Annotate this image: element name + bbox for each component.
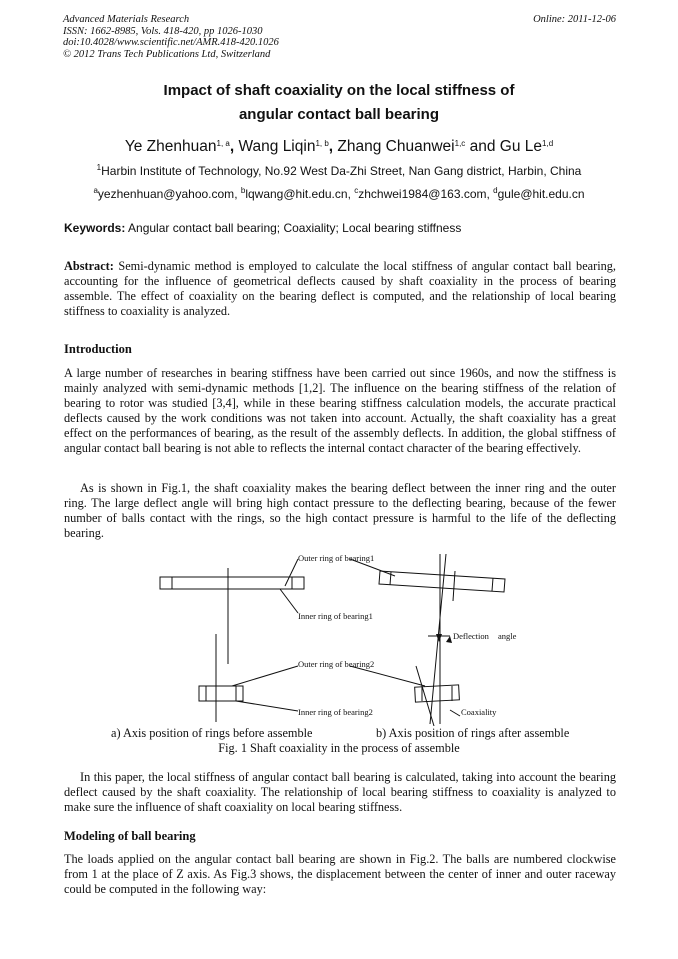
journal-name: Advanced Materials Research xyxy=(63,14,190,25)
online-date: Online: 2011-12-06 xyxy=(533,14,616,25)
email-sup: d xyxy=(493,186,498,195)
abstract-label: Abstract: xyxy=(64,259,114,273)
author-name: Ye Zhenhuan xyxy=(124,138,217,155)
journal-issn: ISSN: 1662-8985, Vols. 418-420, pp 1026-1030 xyxy=(63,25,263,37)
affiliation-sup: 1 xyxy=(96,163,102,172)
author-sup: 1, b xyxy=(315,139,329,148)
author-sup: 1, a xyxy=(216,139,230,148)
intro-paragraph-1: A large number of researches in bearing stiffness have been carried out since 1960s, and now the stiffness is mainly analyzed with semi-dynamic methods [1,2]. The influence on the bearing stiffness of the relation of bearing to rotor was studied [3,4], while in these bearing stiffness calculation models, the accurate practical deflects caused by the work conditions was not taken into account. Actually, the shaft coaxiality has a great effect on the performances of bearing, as the result of the assembly deflects. In addition, the global stiffness of angular contact ball bearing is not able to reflects the internal contact character of the bearing effectively. xyxy=(64,366,616,456)
intro-paragraph-3: In this paper, the local stiffness of angular contact ball bearing is calculated, taking into account the bearing deflect caused by the shaft coaxiality. The relationship of local bearing stiffness to coaxiality is analyzed to make sure the influence of shaft coaxiality on local bearing stiffness. xyxy=(64,770,616,815)
figure-caption: Fig. 1 Shaft coaxiality in the process of assemble xyxy=(218,741,460,755)
author-name: Wang Liqin xyxy=(238,138,316,155)
section-heading-introduction: Introduction xyxy=(64,342,132,356)
label-deflection: Deflection xyxy=(453,631,489,641)
paper-title-line2: angular contact ball bearing xyxy=(238,106,440,123)
keywords-text: Angular contact ball bearing; Coaxiality; Local bearing stiffness xyxy=(128,221,462,235)
keywords-label: Keywords: xyxy=(64,221,126,235)
modeling-paragraph-1: The loads applied on the angular contact ball bearing are shown in Fig.2. The balls are numbered clockwise from 1 at the place of Z axis. As Fig.3 shows, the displacement between the center of inner and outer raceway could be computed in the following way: xyxy=(64,852,616,897)
deflection-arrow-icon xyxy=(436,634,442,642)
label-outer-ring-bearing2: Outer ring of bearing2 xyxy=(298,659,375,669)
email-sup: a xyxy=(93,186,98,195)
outer-ring-bearing1-b xyxy=(379,571,505,592)
affiliation-text: Harbin Institute of Technology, No.92 West Da-Zhi Street, Nan Gang district, Harbin, China xyxy=(101,164,582,178)
author-name: Gu Le xyxy=(499,138,543,155)
author-sup: 1,d xyxy=(542,139,554,148)
figure-caption-a: a) Axis position of rings before assemble xyxy=(111,726,313,740)
journal-doi: doi:10.4028/www.scientific.net/AMR.418-420.1026 xyxy=(63,37,279,48)
label-angle: angle xyxy=(498,631,517,641)
label-coaxiality: Coaxiality xyxy=(461,707,497,717)
journal-copyright: © 2012 Trans Tech Publications Ltd, Switzerland xyxy=(63,48,271,60)
journal-header xyxy=(63,14,616,60)
email-list: $^a$yezhenhuan@yahoo.com, $^b$lqwang@hit.edu.cn, $^c$zhchwei1984@163.com, $^d$gule@hit.edu.cn xyxy=(93,186,585,201)
affiliation xyxy=(0,164,678,178)
figure-caption-b: b) Axis position of rings after assemble xyxy=(376,726,570,740)
section-heading-modeling: Modeling of ball bearing xyxy=(64,829,196,843)
keywords xyxy=(64,221,616,235)
abstract xyxy=(64,259,616,319)
bearing2-b xyxy=(415,685,460,702)
email-sup: c xyxy=(354,186,359,195)
outer-ring-bearing1-a xyxy=(160,577,304,589)
email-link[interactable]: yezhenhuan@yahoo.com xyxy=(97,187,235,201)
email-link[interactable]: zhchwei1984@163.com xyxy=(358,187,487,201)
label-outer-ring-bearing1: Outer ring of bearing1 xyxy=(298,553,375,563)
figure-1 xyxy=(150,546,530,726)
abstract-text: Semi-dynamic method is employed to calculate the local stiffness of angular contact ball bearing, accounting for the influence of geometrical deflects caused by shaft coaxiality in the process of bearing assemble. The effect of coaxiality on the bearing deflect is computed, and the relationship of local bearing stiffness to coaxiality is analyzed. xyxy=(64,259,617,319)
author-sup: 1,c xyxy=(454,139,466,148)
intro-paragraph-2: As is shown in Fig.1, the shaft coaxiality makes the bearing deflect between the inner ring and the outer ring. The large deflect angle will bring high contact pressure to the deflecting bearing, because of the fewer number of balls contact with the rings, so the high contact pressure is harmful to the life of the deflecting bearing. xyxy=(64,481,616,541)
paper-title-line1: Impact of shaft coaxiality on the local stiffness of xyxy=(163,82,515,99)
email-sup: b xyxy=(240,186,246,195)
deflection-arrow-icon xyxy=(446,636,452,643)
email-link[interactable]: lqwang@hit.edu.cn xyxy=(245,187,348,201)
label-inner-ring-bearing1: Inner ring of bearing1 xyxy=(298,611,373,621)
label-inner-ring-bearing2: Inner ring of bearing2 xyxy=(298,707,373,717)
email-link[interactable]: gule@hit.edu.cn xyxy=(497,187,585,201)
author-name: Zhang Chuanwei xyxy=(337,138,455,155)
author-list: Ye Zhenhuan$^{1, a}$, Wang Liqin$^{1, b}$, Zhang Chuanwei$^{1,c}$ and Gu Le$^{1,d}$ xyxy=(124,138,554,155)
